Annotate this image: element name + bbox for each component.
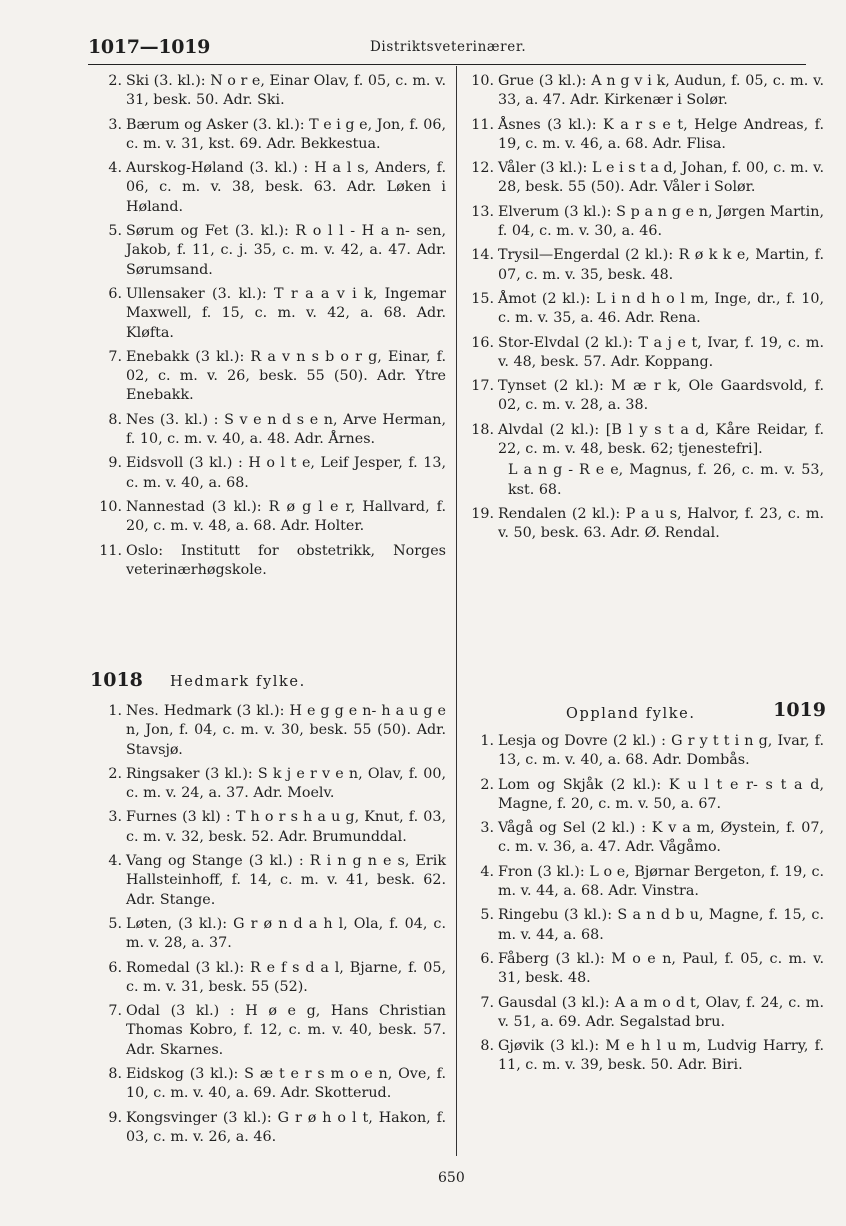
list-item: 7. Odal (3 kl.) : H ø e g, Hans Christian Thomas Kobro, f. 12, c. m. v. 40, besk. 57. Adr. Skarnes. (108, 1003, 446, 1058)
list-item: 10. Grue (3 kl.): A n g v i k, Audun, f. 05, c. m. v. 33, a. 47. Adr. Kirkenær i Solør. (471, 73, 824, 109)
section-name: Oppland fylke. (566, 706, 696, 722)
list-item: 14. Trysil—Engerdal (2 kl.): R ø k k e, Martin, f. 07, c. m. v. 35, besk. 48. (471, 247, 824, 283)
list-item: 1. Nes. Hedmark (3 kl.): H e g g e n- h a u g e n, Jon, f. 04, c. m. v. 30, besk. 55 (50). Adr. Stavsjø. (108, 703, 446, 758)
list-item: 12. Våler (3 kl.): L e i s t a d, Johan, f. 00, c. m. v. 28, besk. 55 (50). Adr. Våler i Solør. (471, 160, 824, 196)
list-item: 8. Nes (3. kl.) : S v e n d s e n, Arve Herman, f. 10, c. m. v. 40, a. 48. Adr. Årnes. (108, 411, 446, 448)
section-name: Hedmark fylke. (169, 674, 306, 690)
list-item: 1. Lesja og Dovre (2 kl.) : G r y t t i n g, Ivar, f. 13, c. m. v. 40, a. 68. Adr. Dombås. (480, 733, 824, 769)
list-item: 8. Eidskog (3 kl.): S æ t e r s m o e n, Ove, f. 10, c. m. v. 40, a. 69. Adr. Skotterud. (108, 1066, 446, 1102)
hedmark-list (94, 702, 446, 1152)
hedmark-list-continued (466, 72, 824, 549)
list-item: 19. Rendalen (2 kl.): P a u s, Halvor, f. 23, c. m. v. 50, besk. 63. Adr. Ø. Rendal. (471, 505, 824, 542)
list-item: 2. Ski (3. kl.): N o r e, Einar Olav, f. 05, c. m. v. 31, besk. 50. Adr. Ski. (108, 73, 446, 109)
header-rule (88, 64, 806, 65)
list-item: 4. Aurskog-Høland (3. kl.) : H a l s, Anders, f. 06, c. m. v. 38, besk. 63. Adr. Løken i Høland. (108, 160, 446, 215)
list-item: 2. Ringsaker (3 kl.): S k j e r v e n, Olav, f. 00, c. m. v. 24, a. 37. Adr. Moelv. (108, 765, 446, 802)
section-heading-hedmark (90, 669, 306, 691)
list-item: L a n g - R e e, Magnus, f. 26, c. m. v. 53, kst. 68. (508, 462, 824, 498)
page-title: Distriktsveterinærer. (370, 39, 527, 55)
page-number: 650 (438, 1170, 465, 1186)
column-divider (456, 66, 457, 1156)
list-item: 16. Stor-Elvdal (2 kl.): T a j e t, Ivar, f. 19, c. m. v. 48, besk. 57. Adr. Koppang. (471, 334, 824, 370)
list-item: 3. Bærum og Asker (3. kl.): T e i g e, Jon, f. 06, c. m. v. 31, kst. 69. Adr. Bekkestua. (108, 116, 446, 152)
list-item: 6. Ullensaker (3. kl.): T r a a v i k, Ingemar Maxwell, f. 15, c. m. v. 42, a. 68. Adr. Kløfta. (108, 285, 446, 341)
list-item: 10. Nannestad (3 kl.): R ø g l e r, Hallvard, f. 20, c. m. v. 48, a. 68. Adr. Holter. (99, 498, 446, 535)
list-item: 6. Romedal (3 kl.): R e f s d a l, Bjarne, f. 05, c. m. v. 31, besk. 55 (52). (108, 959, 446, 995)
oppland-list (466, 732, 824, 1081)
list-item: 5. Ringebu (3 kl.): S a n d b u, Magne, f. 15, c. m. v. 44, a. 68. (480, 907, 824, 943)
section-heading-oppland (566, 699, 826, 722)
list-item: 6. Fåberg (3 kl.): M o e n, Paul, f. 05, c. m. v. 31, besk. 48. (480, 950, 824, 987)
list-item: 2. Lom og Skjåk (2 kl.): K u l t e r- s t a d, Magne, f. 20, c. m. v. 50, a. 67. (480, 776, 824, 812)
list-item: 3. Furnes (3 kl) : T h o r s h a u g, Knut, f. 03, c. m. v. 32, besk. 52. Adr. Brumunddal. (108, 809, 446, 845)
list-item: 11. Åsnes (3 kl.): K a r s e t, Helge Andreas, f. 19, c. m. v. 46, a. 68. Adr. Flisa. (471, 116, 824, 152)
page-range: 1017—1019 (88, 36, 211, 58)
section-number: 1019 (773, 699, 826, 721)
section-number: 1018 (90, 669, 143, 691)
list-item: 7. Gausdal (3 kl.): A a m o d t, Olav, f. 24, c. m. v. 51, a. 69. Adr. Segalstad bru. (480, 994, 824, 1030)
list-item: 18. Alvdal (2 kl.): [B l y s t a d, Kåre Reidar, f. 22, c. m. v. 48, besk. 62; tjenestefri]. (471, 421, 824, 458)
list-item: 9. Eidsvoll (3 kl.) : H o l t e, Leif Jesper, f. 13, c. m. v. 40, a. 68. (108, 455, 446, 491)
list-item: 8. Gjøvik (3 kl.): M e h l u m, Ludvig Harry, f. 11, c. m. v. 39, besk. 50. Adr. Biri. (480, 1038, 824, 1074)
list-item: 5. Sørum og Fet (3. kl.): R o l l - H a n- sen, Jakob, f. 11, c. j. 35, c. m. v. 42, a. 47. Adr. Sørumsand. (108, 223, 446, 278)
list-item: 13. Elverum (3 kl.): S p a n g e n, Jørgen Martin, f. 04, c. m. v. 30, a. 46. (471, 203, 824, 240)
list-item: 17. Tynset (2 kl.): M æ r k, Ole Gaardsvold, f. 02, c. m. v. 28, a. 38. (471, 378, 824, 414)
list-item: 4. Vang og Stange (3 kl.) : R i n g n e s, Erik Hallsteinhoff, f. 14, c. m. v. 41, besk. 62. Adr. Stange. (108, 853, 446, 908)
list-item: 9. Kongsvinger (3 kl.): G r ø h o l t, Hakon, f. 03, c. m. v. 26, a. 46. (108, 1109, 446, 1145)
list-item: 4. Fron (3 kl.): L o e, Bjørnar Bergeton, f. 19, c. m. v. 44, a. 68. Adr. Vinstra. (480, 863, 824, 900)
list-item: 15. Åmot (2 kl.): L i n d h o l m, Inge, dr., f. 10, c. m. v. 35, a. 46. Adr. Rena. (471, 290, 824, 327)
list-item: 5. Løten, (3 kl.): G r ø n d a h l, Ola, f. 04, c. m. v. 28, a. 37. (108, 915, 446, 952)
list-item: 7. Enebakk (3 kl.): R a v n s b o r g, Einar, f. 02, c. m. v. 26, besk. 55 (50). Adr. Ytre Enebakk. (108, 348, 446, 404)
list-item: 11. Oslo: Institutt for obstetrikk, Norges veterinærhøgskole. (99, 542, 446, 578)
list-item: 3. Vågå og Sel (2 kl.) : K v a m, Øystein, f. 07, c. m. v. 36, a. 47. Adr. Vågåmo. (480, 820, 824, 856)
akershus-list (94, 72, 446, 585)
